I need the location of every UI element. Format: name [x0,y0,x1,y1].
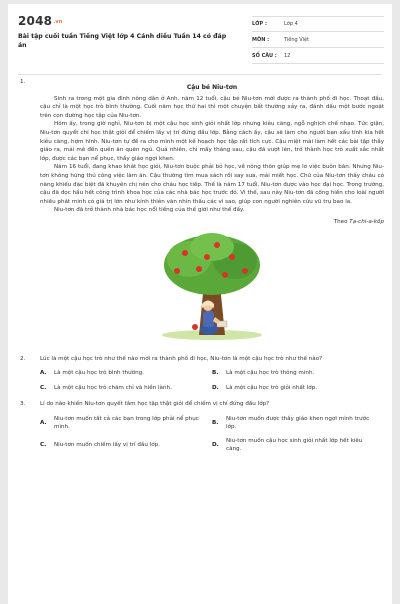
option-label: D. [212,441,219,448]
site-logo[interactable] [18,14,63,28]
question-text: Lí do nào khiến Niu-tơn quyết tâm học tập thật giỏi để chiếm vị chí đứng đầu lớp? [40,401,270,408]
question-number: 1. [20,79,26,85]
option-a[interactable] [40,369,206,378]
option-c[interactable] [40,384,206,393]
option-d[interactable] [212,437,378,453]
meta-row-class [252,16,384,32]
option-b[interactable] [212,415,378,431]
story-paragraph: Sinh ra trong một gia đình nông dân ở Anh, năm 12 tuổi, cậu bé Niu-tơn mới được ra thành phố đi học. Thoạt đầu, cậu chỉ là một học trò bình thường. Cuối năm học thứ hai thì một chuyện bất thường xảy ra, đánh dấu một bước ngoặt trên con đường học tập của Niu-tơn. [40,95,384,119]
option-label: B. [212,419,219,426]
document-title: Bài tập cuối tuần Tiếng Việt lớp 4 Cánh diều Tuần 14 có đáp án [18,33,227,49]
meta-value: Lớp 4 [284,21,298,27]
option-d[interactable] [212,384,378,393]
option-text: Niu-tơn muốn cậu học sinh giỏi nhất lớp hết kiêu căng. [226,437,363,452]
option-text: Là một cậu học trò thông minh. [226,370,315,377]
option-text: Là một cậu học trò chăm chỉ và hiền lành. [54,384,172,391]
meta-row-count [252,48,384,64]
option-label: A. [40,419,47,426]
meta-key: MÔN : [252,36,270,43]
logo-text: 2048 [18,14,53,28]
option-text: Là một cậu học trò giỏi nhất lớp. [226,384,318,391]
options-q3 [40,415,384,453]
question-3 [18,400,384,409]
story-paragraph: Niu-tơn đã trở thành nhà bác học nổi tiếng của thế giới như thế đấy. [54,207,245,214]
logo-suffix: .vn [53,18,63,25]
option-c[interactable] [40,437,206,453]
content [18,78,384,459]
option-text: Niu-tơn muốn tất cả các bạn trong lớp phải nể phục mình. [54,415,199,430]
option-row [40,369,384,378]
option-row [40,384,384,393]
question-body [40,78,384,341]
meta-value: 12 [284,52,291,59]
option-a[interactable] [40,415,206,431]
newton-tree-illustration [137,231,287,341]
question-2 [18,355,384,364]
option-label: C. [40,384,47,391]
option-row [40,415,384,431]
tree-image [137,231,287,341]
option-label: B. [212,370,219,377]
author-prefix: Theo [333,218,350,225]
author-name: Tạ-chi-a-kốp [349,218,384,225]
question-number: 3. [20,401,26,408]
question-text: Lúc là một cậu học trò như thế nào mới ra thành phố đi học, Niu-tơn là một cậu học trò như thế nào? [40,355,323,362]
option-label: C. [40,441,47,448]
meta-value: Tiếng Việt [284,36,310,43]
document-page [8,4,392,604]
question-number: 2. [20,355,26,362]
meta-key: LỚP : [252,21,267,27]
meta-key: SỐ CÂU : [252,52,277,59]
story-text [40,95,384,215]
header-divider [18,74,382,75]
option-text: Niu-tơn muốn chiếm lấy vị trí đầu lớp. [54,441,160,448]
meta-table [252,16,384,64]
option-text: Là một cậu học trò bình thường. [54,370,144,377]
option-label: A. [40,370,47,377]
story-paragraph: Hôm ấy, trong giờ nghỉ, Niu-tơn bị một cậu học sinh giỏi nhất lớp nhưng kiêu căng, ngỗ nghịch chế nhạo. Tức giận, Niu-tơn quyết chí học thật giỏi để chiếm lấy vị trí đứng đầu lớp. Bằng cách ấy, cậu sẽ làm cho người bạn xấu tính kia hết kiêu căng, hợm hĩnh. Niu-tơn tự đề ra cho mình một kế hoạch học tập rất tích cực. Cậu miệt mài làm hết các bài tập thầy giáo ra, mải mê đến quên ăn quên ngủ. Quả nhiên, chỉ mấy tháng sau, cậu đã vượt lên, trở thành học trò xuất sắc nhất lớp, được các bạn nể phục, thầy giáo ngợi khen. [40,121,384,162]
option-b[interactable] [212,369,378,378]
option-row [40,437,384,453]
story-author [40,218,384,227]
question-1 [18,78,384,341]
option-text: Niu-tơn muốn được thầy giáo khen ngợi mình trước lớp. [226,415,370,430]
meta-row-subject [252,32,384,48]
story-paragraph: Năm 16 tuổi, đang khao khát học giỏi, Niu-tơn buộc phải bỏ học, về nông thôn giúp mẹ lo việc buôn bán. Nhưng Niu-tơn không hứng thú công việc làm ăn. Cậu thường tìm mua sách rồi say sưa, mải miết học. Chú của Niu-tơn thấy cháu có năng khiếu đặc biệt đã khuyên chị nên cho cháu học tiếp. Thế là năm 17 tuổi, Niu-tơn được vào học đại học. Trong trường, cậu đã đọc hầu hết công trình khoa học của các nhà bác học trước đó. Vì thế, sau này Niu-tơn đã cống hiến cho loài người nhiều phát minh có giá trị lớn như kính thiên văn nhìn thấu các vì sao, giúp con người nghiên cứu vũ trụ bao la. [40,164,384,205]
option-label: D. [212,384,219,391]
story-title: Cậu bé Niu-tơn [186,84,238,91]
header [8,4,392,66]
options-q2 [40,369,384,392]
